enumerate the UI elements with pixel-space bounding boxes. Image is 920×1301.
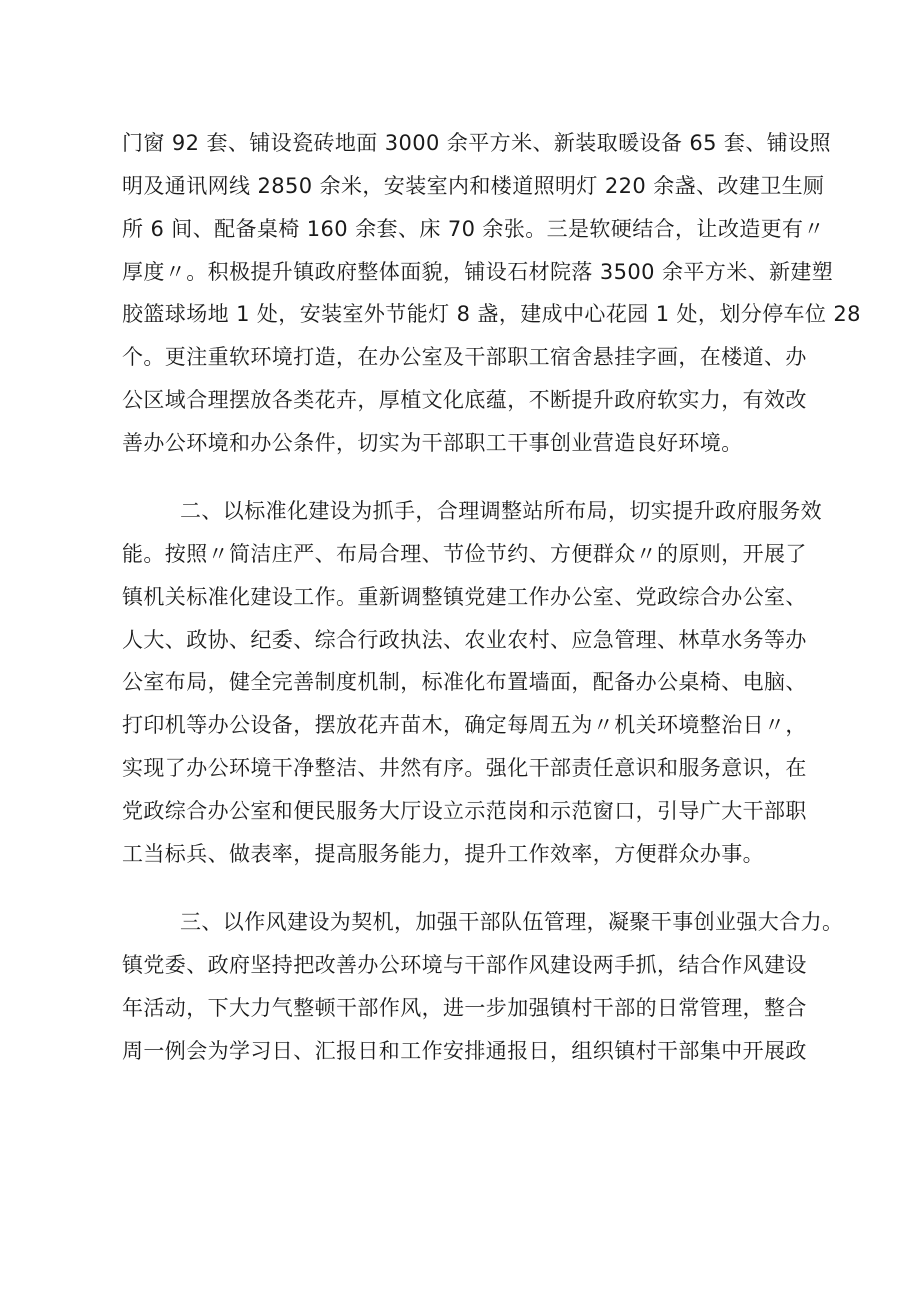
text-line: 年活动，下大力气整顿干部作风，进一步加强镇村干部的日常管理，整合 bbox=[122, 996, 807, 1020]
text-line: 实现了办公环境干净整洁、井然有序。强化干部责任意识和服务意识，在 bbox=[122, 756, 807, 780]
text-line: 周一例会为学习日、汇报日和工作安排通报日，组织镇村干部集中开展政 bbox=[122, 1039, 807, 1063]
text-line: 个。更注重软环境打造，在办公室及干部职工宿舍悬挂字画，在楼道、办 bbox=[122, 345, 807, 369]
text-line: 人大、政协、纪委、综合行政执法、农业农村、应急管理、林草水务等办 bbox=[122, 628, 807, 652]
text-line: 门窗 92 套、铺设瓷砖地面 3000 余平方米、新装取暖设备 65 套、铺设照 bbox=[122, 131, 831, 155]
text-line: 公区域合理摆放各类花卉，厚植文化底蕴，不断提升政府软实力，有效改 bbox=[122, 388, 807, 412]
text-line: 善办公环境和办公条件，切实为干部职工干事创业营造良好环境。 bbox=[122, 431, 743, 455]
text-line: 镇党委、政府坚持把改善办公环境与干部作风建设两手抓，结合作风建设 bbox=[122, 953, 807, 977]
text-line: 镇机关标准化建设工作。重新调整镇党建工作办公室、党政综合办公室、 bbox=[122, 585, 807, 609]
text-line: 党政综合办公室和便民服务大厅设立示范岗和示范窗口，引导广大干部职 bbox=[122, 799, 807, 823]
paragraph-heading-line: 三、以作风建设为契机，加强干部队伍管理，凝聚干事创业强大合力。 bbox=[180, 910, 844, 934]
text-line: 明及通讯网线 2850 余米，安装室内和楼道照明灯 220 余盏、改建卫生厕 bbox=[122, 174, 825, 198]
text-line: 厚度〃。积极提升镇政府整体面貌，铺设石材院落 3500 余平方米、新建塑 bbox=[122, 260, 834, 284]
text-line: 所 6 间、配备桌椅 160 余套、床 70 余张。三是软硬结合，让改造更有〃 bbox=[122, 217, 825, 241]
paragraph-heading-line: 二、以标准化建设为抓手，合理调整站所布局，切实提升政府服务效 bbox=[180, 499, 822, 523]
text-line: 打印机等办公设备，摆放花卉苗木，确定每周五为〃机关环境整治日〃， bbox=[122, 713, 807, 737]
text-line: 能。按照〃简洁庄严、布局合理、节俭节约、方便群众〃的原则，开展了 bbox=[122, 542, 807, 566]
text-line: 胶篮球场地 1 处，安装室外节能灯 8 盏，建成中心花园 1 处，划分停车位 28 bbox=[122, 302, 861, 326]
text-line: 工当标兵、做表率，提高服务能力，提升工作效率，方便群众办事。 bbox=[122, 842, 764, 866]
text-line: 公室布局，健全完善制度机制，标准化布置墙面，配备办公桌椅、电脑、 bbox=[122, 670, 807, 694]
